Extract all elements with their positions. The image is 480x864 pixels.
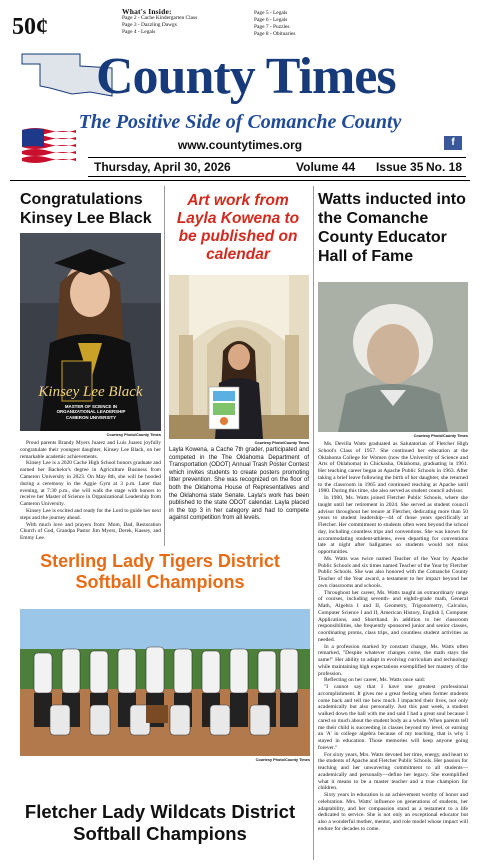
kinsey-photo [20,233,161,431]
issue-date: Thursday, April 30, 2026 [94,160,231,174]
softball-headline: Sterling Lady Tigers District Softball Champions [40,551,280,592]
paragraph: Ms. Devilla Watts graduated as Salutatorian of Fletcher High School's Class of 1957. She continued her education at the Oklahoma College for Women (now the University of Science and Arts of Oklahoma) in Chickasha, Oklahoma, graduating in 1961. Her teaching career began at Apache Public Schools in 1963. After taking a brief leave following the birth of her daughter, she returned to the classroom in 1965 and continued teaching at Apache until 1980. During this time, she also served as student council advisor. [318,441,468,495]
paragraph: Kinsey Lee is a 2020 Cache High School honors graduate and earned her Bachelor's degree in Agriculture Business from Cameron University in 2023. On May 8th, she will be hooded during a ceremony in the Aggie Gym at 3 p.m. Later that evening, at 7:30 p.m., she will walk the stage with honors to receive her Master of Science in Organizational Leadership from Cameron University. [20,460,161,508]
inside-item: Page 6 - Legals [254,17,288,23]
watts-photo [318,282,468,432]
fletcher-headline: Fletcher Lady Wildcats District Softball Champions [24,801,296,844]
photo-credit: Courtesy Photo/County Times [413,434,468,438]
paragraph: "I cannot say that I have one greatest professional accomplishment. It gives me a great feeling when former students come back and tell me how much I impacted their lives, not only academically but also personally. Just this past week, a student walked down the hall with me and said I had a great soul because I cared so much about the student body as a whole. When parents tell me their child is succeeding in classes beyond my level, or earning an 'A' in college algebra because of my teaching, that is why I stayed in education. Those memories will keep anyone going forever." [318,684,468,751]
column-divider [313,186,314,860]
photo-credit: Courtesy Photo/County Times [254,441,309,445]
paragraph: Sixty years in education is an achievement worthy of honor and celebration. Mrs. Watts' influence on generations of students, her adaptability, and her compassion stand as a testament to a life dedicated to service. She is not only an exceptional educator but also a wonderful mother, mentor, and role model whose impact will endure for decades to come. [318,792,468,832]
kinsey-photo-script: Kinsey Lee Black [38,384,143,400]
paragraph: Ms. Watts was twice named Teacher of the Year by Apache Public Schools and six times named Teacher of the Year by Fletcher Public Schools. She was also honored with the Comanche County Teacher of the Year award, a testament to her impact beyond her own classrooms and schools. [318,555,468,589]
paragraph: For sixty years, Mrs. Watts devoted her time, energy, and heart to the students of Apache and Fletcher Public Schools. Her passion for teaching and her unwavering commitment to all students—academically and personally—define her legacy. She exemplified what it means to be a master teacher and a true champion for children. [318,751,468,792]
watts-body [318,441,468,833]
whats-inside-left [122,8,242,36]
paragraph: Reflecting on her career, Ms. Watts once said: [324,677,426,684]
paragraph: In a profession marked by constant change, Ms. Watts often remarked, "Despite whatever changes come, the math stays the same!" Her ability to adapt in evolving curriculum and technology while maintaining high expectations exemplified her mastery of the profession. [318,643,468,677]
inside-item: Page 2 - Cache Kindergarten Class [122,15,198,21]
masthead [96,48,476,108]
paragraph: Proud parents Brandy Myers Juarez and Luis Juarez joyfully congratulate their youngest daughter, Kinsey Lee Black, on her remarkable academic achievements. [20,440,161,460]
header-divider [10,180,470,181]
photo-credit: Courtesy Photo/County Times [255,758,310,762]
congrats-headline: Congratulations Kinsey Lee Black [20,191,152,227]
inside-item: Page 3 - Dazzling Dawgs [122,22,177,28]
layla-photo [169,275,309,439]
tagline: The Positive Side of Comanche County [78,111,402,133]
inside-item: Page 8 - Obituaries [254,31,296,37]
facebook-icon[interactable]: f [444,136,462,150]
whats-inside-title: What's Inside: [122,7,172,16]
dateline-bar [88,157,466,177]
softball-team-photo [20,609,310,756]
inside-item: Page 7 - Puzzles [254,24,290,30]
kinsey-photo-caption: MASTER OF SCIENCE IN ORGANIZATIONAL LEADERSHIP CAMERON UNIVERSITY [56,404,126,420]
website-url[interactable]: www.countytimes.org [177,138,303,152]
masthead-title: County Times [96,48,396,105]
congrats-body [20,440,161,542]
column-divider [164,186,165,546]
volume: Volume 44 [296,160,356,174]
inside-item: Page 5 - Legals [254,10,288,16]
paragraph: Kinsey Lee is excited and ready for the Lord to guide her next steps and the journey ahead. [20,507,161,521]
paragraph: In 1980, Ms. Watts joined Fletcher Public Schools, where she taught until her retirement in 2024. She served as student council advisor throughout her tenure at Fletcher, dedicating more than 50 years to student leadership—44 of those years specifically at Fletcher. Her commitment to students often went beyond the school day, including countless trips and conventions. She was known for accommodating student-athletes, even departing for conventions late at night after ballgames so students would not miss opportunities. [318,495,468,555]
art-headline: Art work from Layla Kowena to be published on calendar [176,192,300,263]
watts-headline: Watts inducted into the Comanche County Educator Hall of Fame [318,191,466,265]
paragraph: Throughout her career, Ms. Watts taught an extraordinary range of courses, including seventh- and eighth-grade math, General Math, Algebra I and II, Geometry, Trigonometry, Calculus, Computer Science I and II, American History, English I, Computer Applications, and Shorthand. In addition to her classroom responsibilities, she frequently sponsored junior and senior classes, coordinating proms, class trips, and countless student activities as needed. [318,589,468,643]
issue-number: Issue 35 [376,160,424,174]
paragraph: With much love and prayers from: Mom, Dad, Restoration Church of God, Grandpa Pastor Jim Myers, Derek, Kassey, and Emmy Lee. [20,521,161,542]
photo-credit: Courtesy Photo/County Times [106,433,161,437]
whats-inside-right [254,10,344,38]
number: No. 18 [426,160,463,174]
price: 50¢ [12,14,48,40]
inside-item: Page 4 - Legals [122,29,156,35]
art-body: Layla Kowena, a Cache 7th grader, participated and competed in the The Oklahoma Department of Transportation (ODOT) Annual Trash Poster Contest which invites students to create posters promoting litter prevention. She was recognized on the floor of both the Oklahoma House of Representatives and the Oklahoma state Senate. Layla's work has been published to the state ODOT calendar. Layla placed in the top 3 in her category and had to compete against competition from all levels. [169,447,309,522]
